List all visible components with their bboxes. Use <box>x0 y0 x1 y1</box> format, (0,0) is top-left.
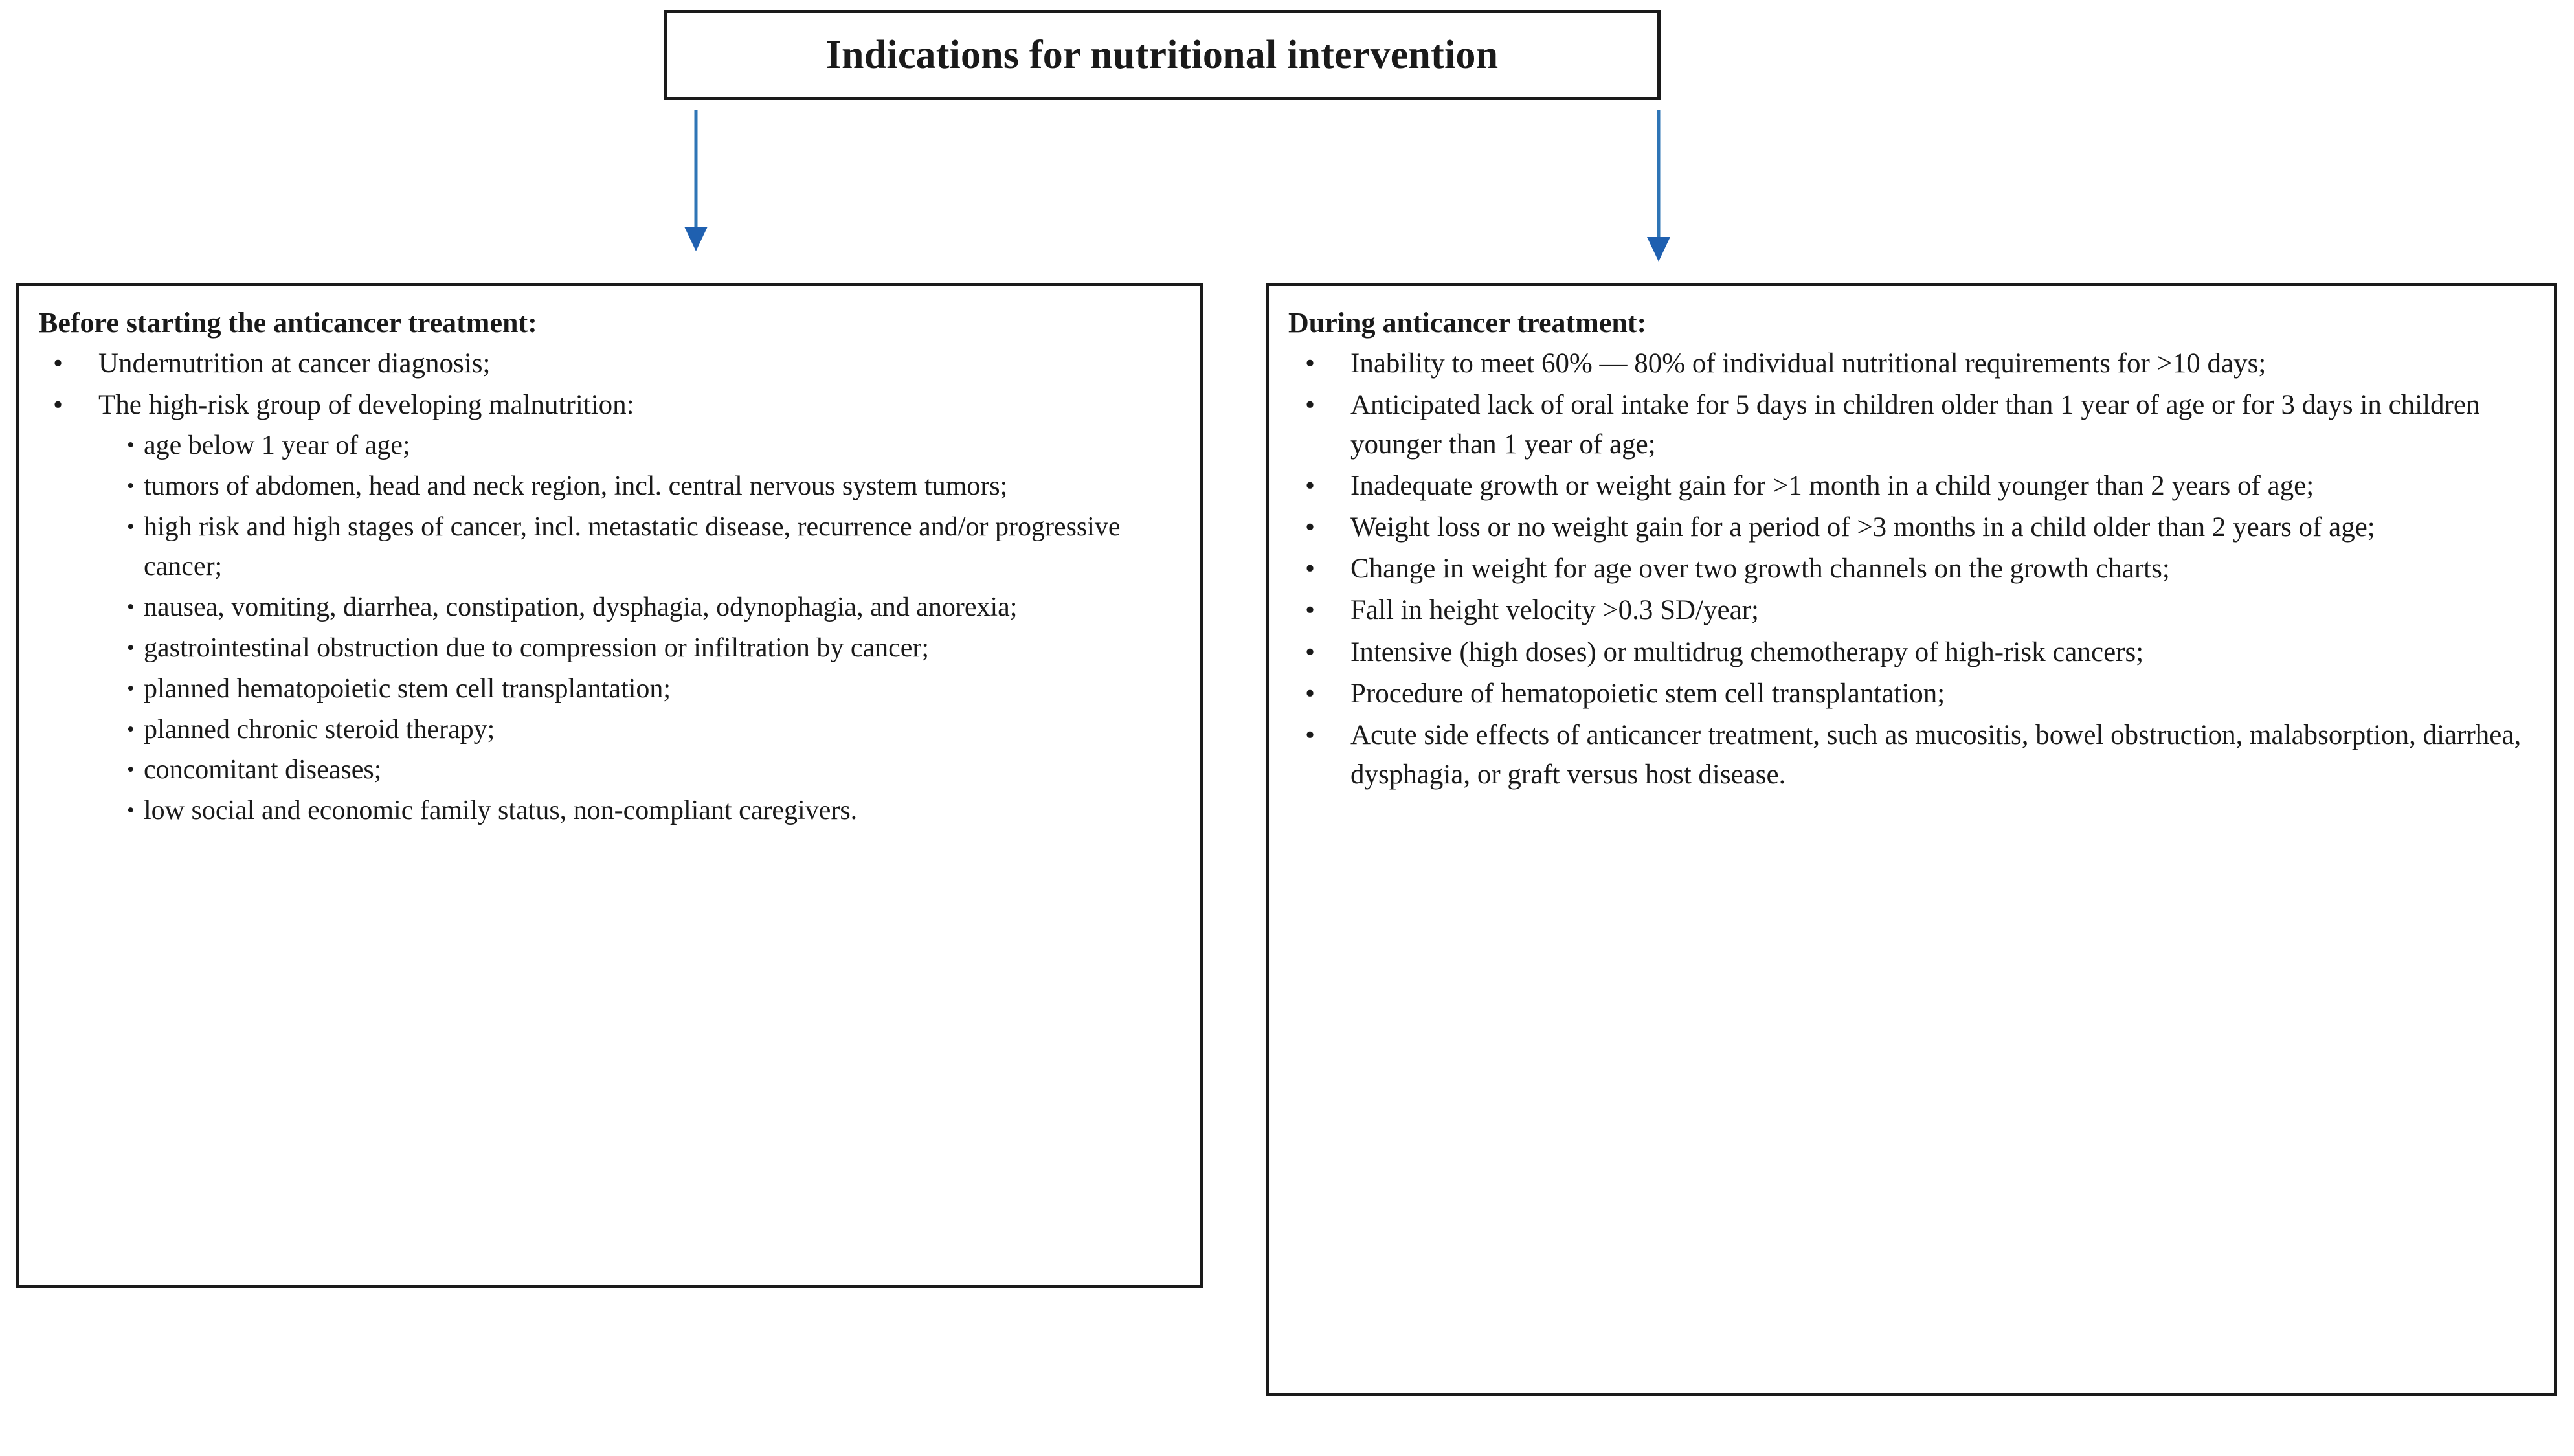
list-item <box>1288 590 2535 630</box>
list-item-text: Fall in height velocity >0.3 SD/year; <box>1350 595 1759 626</box>
sub-list-item-text: gastrointestinal obstruction due to compression or infiltration by cancer; <box>144 633 930 663</box>
box-during-treatment-heading: During anticancer treatment: <box>1288 307 1647 339</box>
bullet-icon: • <box>127 636 135 660</box>
bullet-icon: • <box>1305 390 1315 421</box>
sub-list-item-text: planned chronic steroid therapy; <box>144 714 495 745</box>
sub-list-item <box>127 791 1180 831</box>
bullet-icon: • <box>127 475 135 498</box>
arrow-down-to-right-box-icon <box>1622 110 1699 272</box>
bullet-icon: • <box>1305 512 1315 543</box>
sub-list-item-text: high risk and high stages of cancer, incl. metastatic disease, recurrence and/or progressive cancer; <box>144 512 1121 581</box>
sub-list-item <box>127 629 1180 668</box>
list-item <box>1288 508 2535 547</box>
list-item <box>1288 385 2535 464</box>
bullet-icon: • <box>127 717 135 741</box>
sub-list-item-text: concomitant diseases; <box>144 755 382 785</box>
list-item <box>39 344 1180 383</box>
page-title: Indications for nutritional intervention <box>825 32 1499 77</box>
sub-list-item <box>127 669 1180 709</box>
bullet-icon: • <box>127 799 135 823</box>
sub-list-item <box>127 508 1180 587</box>
sub-list-item-text: planned hematopoietic stem cell transplantation; <box>144 673 671 704</box>
list-item-text: Undernutrition at cancer diagnosis; <box>98 348 491 379</box>
list-item <box>1288 633 2535 672</box>
sub-list-item-text: tumors of abdomen, head and neck region, incl. central nervous system tumors; <box>144 471 1008 502</box>
list-item <box>39 385 1180 831</box>
sub-list-item <box>127 750 1180 790</box>
box-before-treatment-list <box>39 344 1180 831</box>
bullet-icon: • <box>127 758 135 782</box>
bullet-icon: • <box>127 434 135 458</box>
box-during-treatment-list <box>1288 344 2535 794</box>
sub-list-item <box>127 426 1180 465</box>
sub-list-item <box>127 467 1180 506</box>
list-item <box>1288 466 2535 506</box>
box-during-treatment <box>1266 283 2557 1396</box>
bullet-icon: • <box>127 595 135 619</box>
title-box <box>664 10 1661 100</box>
sub-list-high-risk-group <box>98 426 1180 831</box>
box-before-treatment <box>16 283 1203 1288</box>
bullet-icon: • <box>1305 636 1315 667</box>
sub-list-item-text: nausea, vomiting, diarrhea, constipation, dysphagia, odynophagia, and anorexia; <box>144 592 1018 622</box>
list-item-text: Change in weight for age over two growth channels on the growth charts; <box>1350 554 2170 585</box>
bullet-icon: • <box>1305 348 1315 379</box>
list-item-text: Intensive (high doses) or multidrug chemotherapy of high-risk cancers; <box>1350 636 2144 667</box>
list-item-text: Inadequate growth or weight gain for >1 month in a child younger than 2 years of age; <box>1350 471 2314 502</box>
box-during-treatment-content <box>1269 286 2554 809</box>
list-item <box>1288 674 2535 713</box>
arrow-down-to-left-box-icon <box>660 110 738 259</box>
list-item-text: The high-risk group of developing malnutrition: <box>98 390 634 421</box>
bullet-icon: • <box>53 390 63 421</box>
bullet-icon: • <box>1305 471 1315 502</box>
sub-list-item <box>127 710 1180 750</box>
list-item <box>1288 715 2535 794</box>
sub-list-item-text: low social and economic family status, non-compliant caregivers. <box>144 796 858 826</box>
list-item-text: Acute side effects of anticancer treatment, such as mucositis, bowel obstruction, malabsorption, diarrhea, dysphagia, or graft versus host disease. <box>1350 719 2522 790</box>
bullet-icon: • <box>1305 678 1315 709</box>
box-before-treatment-content <box>19 286 1200 846</box>
list-item-text: Inability to meet 60% — 80% of individual nutritional requirements for >10 days; <box>1350 348 2266 379</box>
box-before-treatment-heading: Before starting the anticancer treatment: <box>39 307 537 339</box>
sub-list-item <box>127 588 1180 627</box>
bullet-icon: • <box>1305 595 1315 626</box>
list-item-text: Anticipated lack of oral intake for 5 days in children older than 1 year of age or for 3 days in children younger than 1 year of age; <box>1350 390 2480 460</box>
bullet-icon: • <box>127 677 135 700</box>
list-item <box>1288 344 2535 383</box>
list-item-text: Procedure of hematopoietic stem cell transplantation; <box>1350 678 1945 709</box>
bullet-icon: • <box>127 515 135 539</box>
sub-list-item-text: age below 1 year of age; <box>144 431 410 461</box>
bullet-icon: • <box>53 348 63 379</box>
list-item-text: Weight loss or no weight gain for a period of >3 months in a child older than 2 years of age; <box>1350 512 2375 543</box>
bullet-icon: • <box>1305 719 1315 750</box>
list-item <box>1288 549 2535 588</box>
bullet-icon: • <box>1305 554 1315 585</box>
